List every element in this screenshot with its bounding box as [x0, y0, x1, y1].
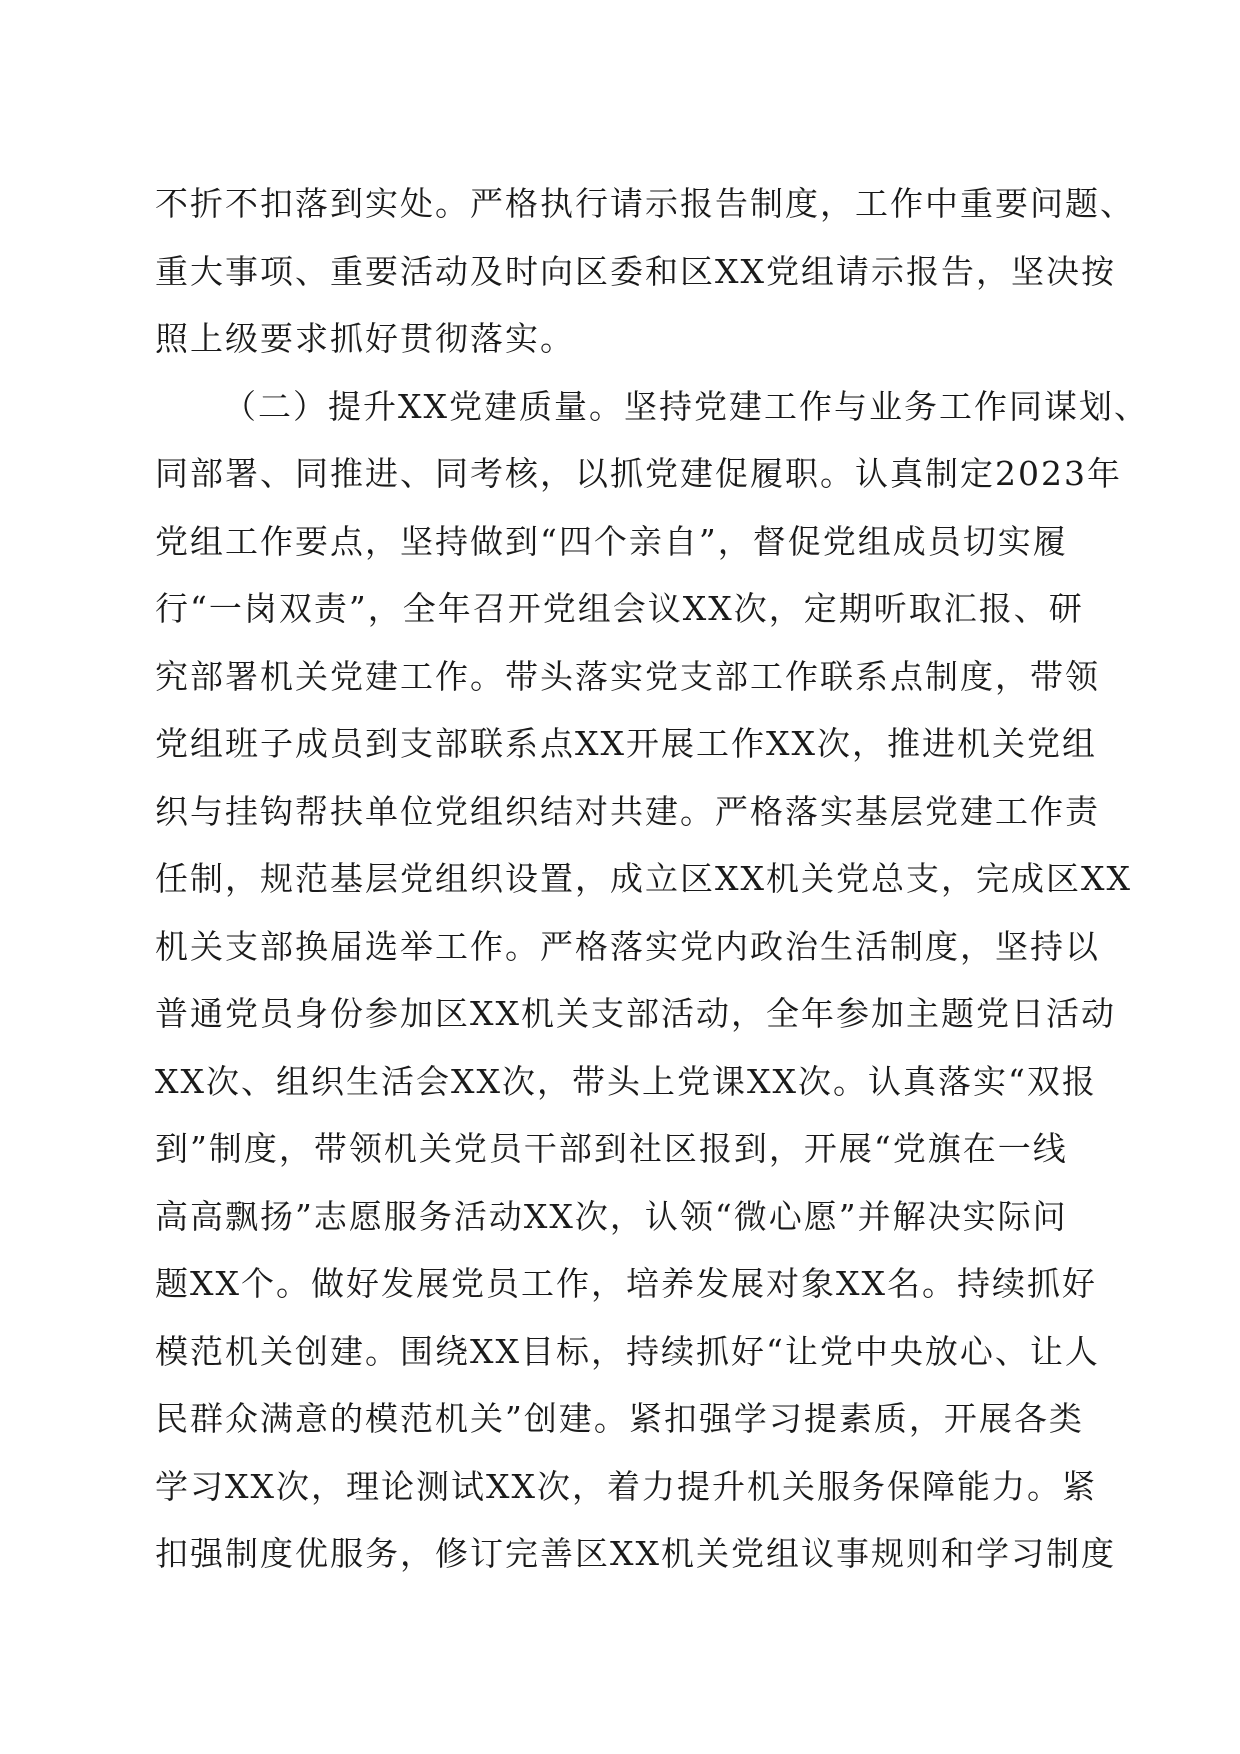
- text-line: 照上级要求抓好贯彻落实。: [155, 319, 575, 358]
- text-line: 党组班子成员到支部联系点XX开展工作XX次，推进机关党组: [155, 724, 1097, 763]
- text-line: 党组工作要点，坚持做到“四个亲自”，督促党组成员切实履: [155, 521, 1068, 561]
- text-line: 重大事项、重要活动及时向区委和区XX党组请示报告，坚决按: [155, 251, 1116, 291]
- text-line: 题XX个。做好发展党员工作，培养发展对象XX名。持续抓好: [155, 1264, 1097, 1303]
- text-line: 究部署机关党建工作。带头落实党支部工作联系点制度，带领: [155, 656, 1100, 696]
- document-body: [155, 170, 1149, 1588]
- text-line: 普通党员身份参加区XX机关支部活动，全年参加主题党日活动: [155, 994, 1116, 1033]
- text-line: 扣强制度优服务，修订完善区XX机关党组议事规则和学习制度: [155, 1534, 1116, 1573]
- text-line: 行“一岗双责”，全年召开党组会议XX次，定期听取汇报、研: [155, 589, 1084, 628]
- text-line: 织与挂钩帮扶单位党组织结对共建。严格落实基层党建工作责: [155, 791, 1100, 831]
- text-line: 民群众满意的模范机关”创建。紧扣强学习提素质，开展各类: [155, 1399, 1084, 1438]
- text-line: 高高飘扬”志愿服务活动XX次，认领“微心愿”并解决实际问: [155, 1196, 1068, 1236]
- text-line: 同部署、同推进、同考核，以抓党建促履职。认真制定2023年: [155, 454, 1122, 493]
- text-line: 学习XX次，理论测试XX次，着力提升机关服务保障能力。紧: [155, 1466, 1097, 1506]
- text-line: 到”制度，带领机关党员干部到社区报到，开展“党旗在一线: [155, 1129, 1068, 1168]
- text-line: 机关支部换届选举工作。严格落实党内政治生活制度，坚持以: [155, 926, 1100, 966]
- text-line: XX次、组织生活会XX次，带头上党课XX次。认真落实“双报: [155, 1061, 1097, 1101]
- text-line: 模范机关创建。围绕XX目标，持续抓好“让党中央放心、让人: [155, 1331, 1100, 1371]
- text-line: 任制，规范基层党组织设置，成立区XX机关党总支，完成区XX: [155, 859, 1132, 898]
- text-line: 不折不扣落到实处。严格执行请示报告制度，工作中重要问题、: [155, 184, 1135, 223]
- section-heading-line: （二）提升XX党建质量。坚持党建工作与业务工作同谋划、: [223, 386, 1149, 426]
